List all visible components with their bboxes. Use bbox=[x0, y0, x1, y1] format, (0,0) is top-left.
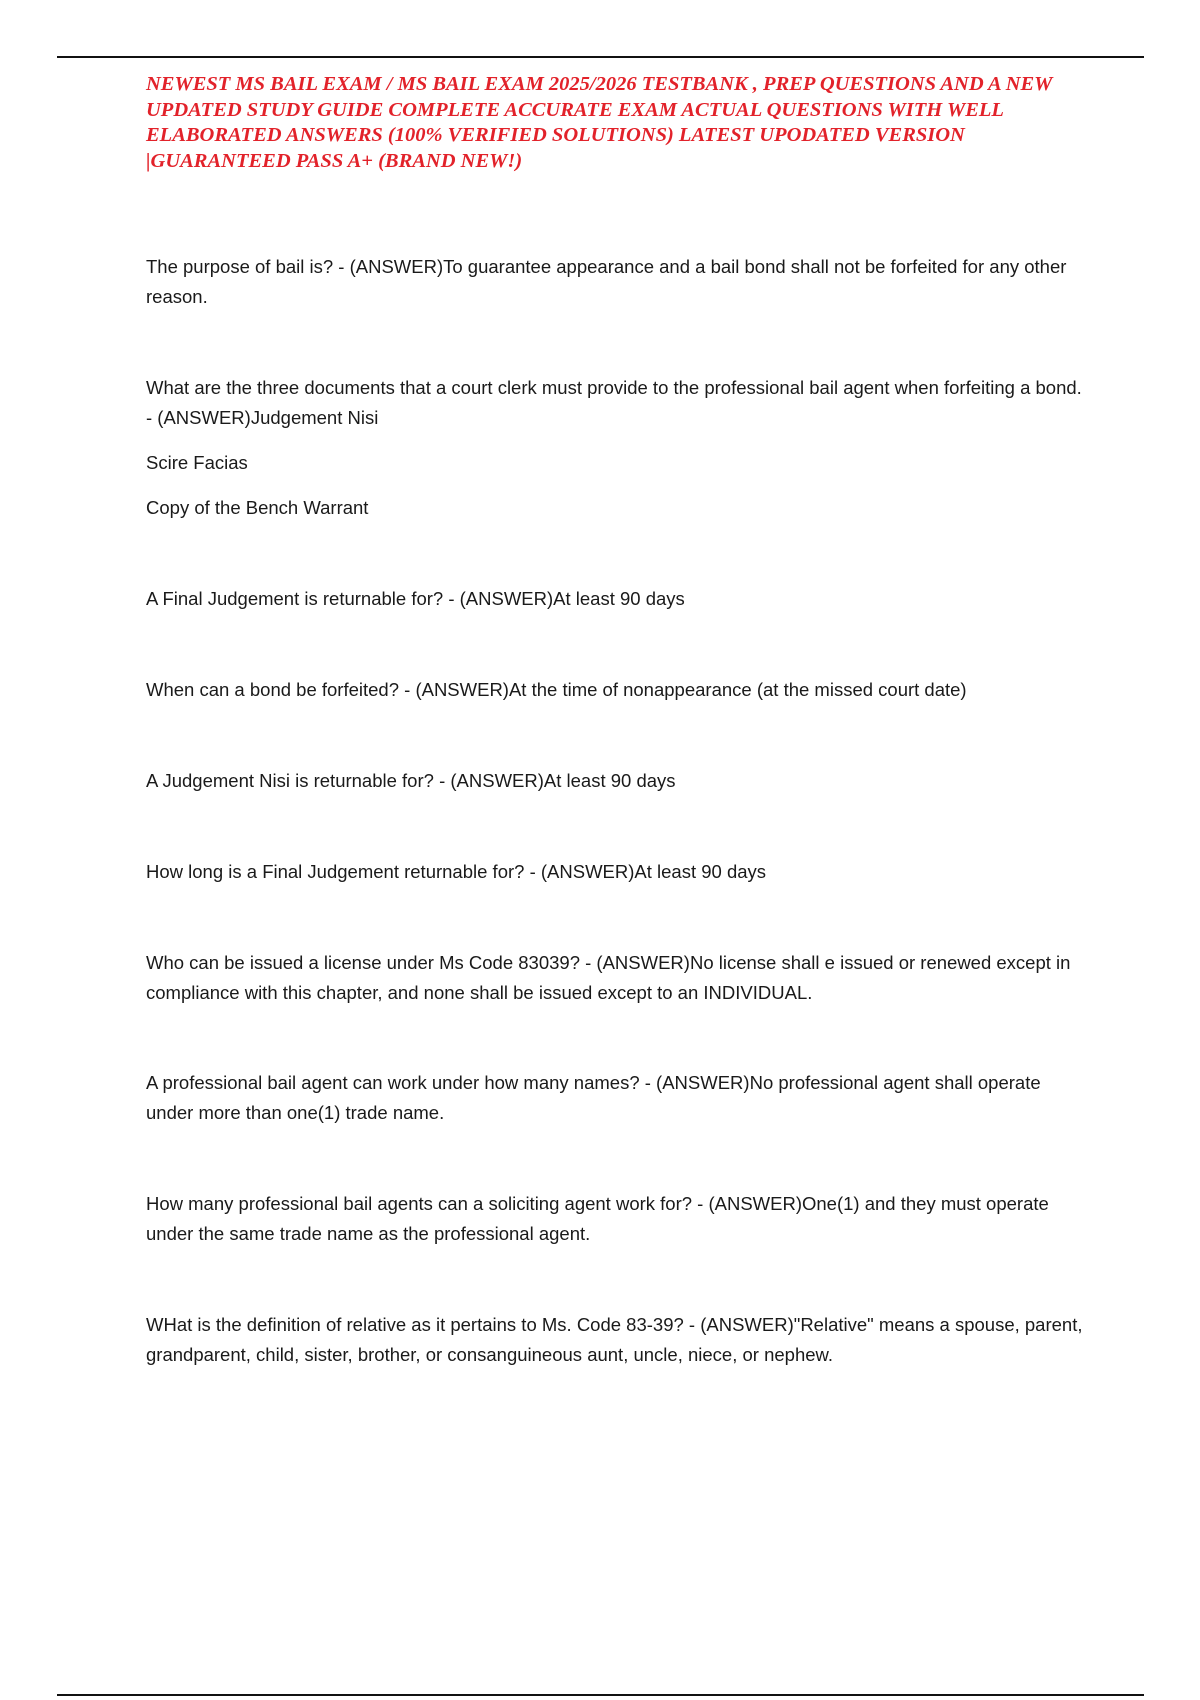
qa-item-2: What are the three documents that a court clerk must provide to the professional bail agent when forfeiting a bond. - (ANSWER)Judgement Nisi bbox=[146, 377, 1082, 428]
qa-item-8: A professional bail agent can work under how many names? - (ANSWER)No professional agent shall operate under more than one(1) trade name. bbox=[146, 1072, 1041, 1123]
qa-item-4: When can a bond be forfeited? - (ANSWER)At the time of nonappearance (at the missed court date) bbox=[146, 679, 967, 700]
document-title: NEWEST MS BAIL EXAM / MS BAIL EXAM 2025/2026 TESTBANK , PREP QUESTIONS AND A NEW UPDATED STUDY GUIDE COMPLETE ACCURATE EXAM ACTUAL QUESTIONS WITH WELL ELABORATED ANSWERS (100% VERIFIED SOLUTIONS) LATEST UPODATED VERSION |GUARANTEED PASS A+ (BRAND NEW!) bbox=[146, 73, 1053, 172]
qa-item-1: The purpose of bail is? - (ANSWER)To guarantee appearance and a bail bond shall not be forfeited for any other reason. bbox=[146, 256, 1067, 307]
qa-item-7: Who can be issued a license under Ms Code 83039? - (ANSWER)No license shall e issued or renewed except in compliance with this chapter, and none shall be issued except to an INDIVIDUAL. bbox=[146, 952, 1071, 1003]
top-rule bbox=[57, 56, 1144, 58]
qa-item-6: How long is a Final Judgement returnable for? - (ANSWER)At least 90 days bbox=[146, 861, 767, 882]
qa-item-3: A Final Judgement is returnable for? - (ANSWER)At least 90 days bbox=[146, 588, 685, 609]
bottom-rule bbox=[57, 1694, 1144, 1696]
qa-item-2-extra-2: Copy of the Bench Warrant bbox=[146, 497, 369, 518]
qa-item-2-extra-1: Scire Facias bbox=[146, 452, 248, 473]
qa-item-5: A Judgement Nisi is returnable for? - (ANSWER)At least 90 days bbox=[146, 770, 676, 791]
qa-item-10: WHat is the definition of relative as it pertains to Ms. Code 83-39? - (ANSWER)"Relative" means a spouse, parent, grandparent, child, sister, brother, or consanguineous aunt, uncle, niece, or nephew. bbox=[146, 1314, 1083, 1365]
qa-item-9: How many professional bail agents can a soliciting agent work for? - (ANSWER)One(1) and they must operate under the same trade name as the professional agent. bbox=[146, 1193, 1049, 1244]
